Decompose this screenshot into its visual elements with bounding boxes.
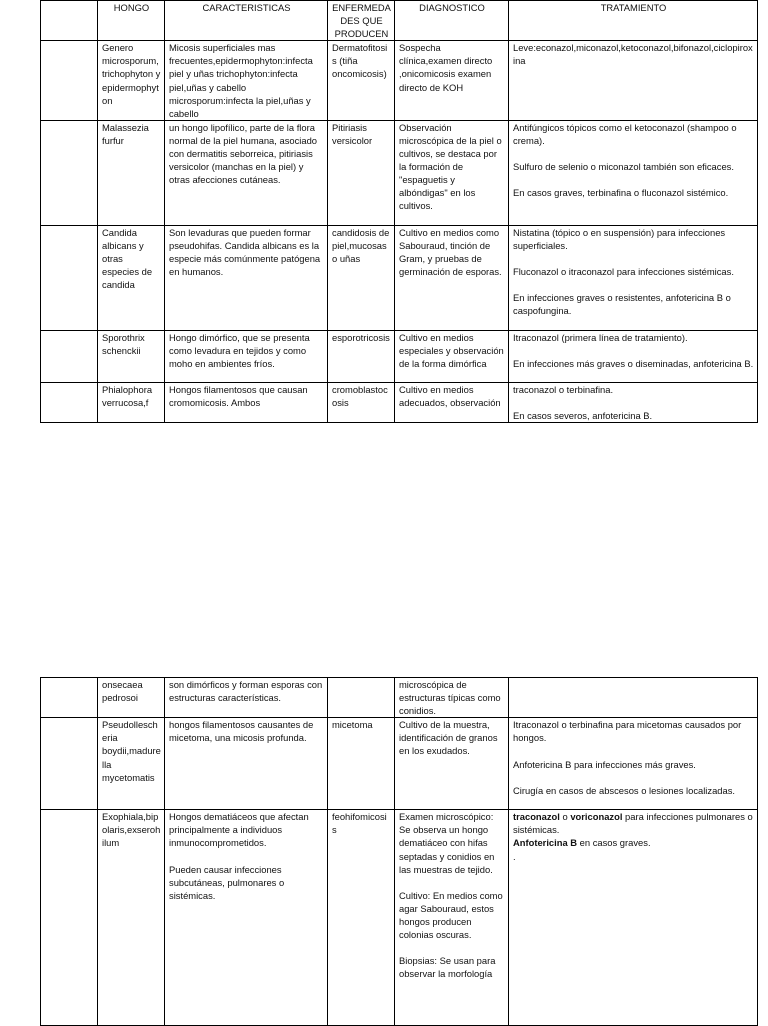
row-index-cell xyxy=(41,120,98,225)
drug-voriconazol: voriconazol xyxy=(570,811,623,823)
caracteristicas-cell: Son levaduras que pueden formar pseudohifas. Candida albicans es la especie más comúnmente patógena en humanos. xyxy=(165,225,328,330)
hongo-cell: Exophiala,bipolaris,exserohilum xyxy=(98,810,165,1026)
row-index-cell xyxy=(41,330,98,382)
enfermedades-cell: candidosis de piel,mucosas o uñas xyxy=(328,225,395,330)
enfermedades-cell: esporotricosis xyxy=(328,330,395,382)
enfermedades-cell: micetoma xyxy=(328,718,395,810)
table-row xyxy=(41,382,758,422)
caracteristicas-cell: son dimórficos y forman esporas con estructuras características. xyxy=(165,678,328,718)
caracteristicas-cell: Hongos dematiáceos que afectan principalmente a individuos inmunocomprometidos. Pueden causar infecciones subcutáneas, pulmonares o sistémicas. xyxy=(165,810,328,1026)
diagnostico-cell: microscópica de estructuras típicas como conidios. xyxy=(395,678,509,718)
diagnostico-cell: Cultivo en medios adecuados, observación xyxy=(395,382,509,422)
enfermedades-cell xyxy=(328,678,395,718)
header-blank xyxy=(41,1,98,41)
tratamiento-cell: traconazol o terbinafina. En casos severos, anfotericina B. xyxy=(509,382,758,422)
hongo-cell: Sporothrix schenckii xyxy=(98,330,165,382)
connector-text: o xyxy=(559,811,571,823)
diagnostico-cell: Observación microscópica de la piel o cultivos, se destaca por la formación de "espaguetis y albóndigas" en los cultivos. xyxy=(395,120,509,225)
indication-text: en casos graves. xyxy=(577,837,651,849)
tratamiento-cell xyxy=(509,678,758,718)
table-row xyxy=(41,718,758,810)
header-enfermedades: ENFERMEDADES QUE PRODUCEN xyxy=(328,1,395,41)
trailing-dot: . xyxy=(513,850,516,862)
header-tratamiento: TRATAMIENTO xyxy=(509,1,758,41)
row-index-cell xyxy=(41,382,98,422)
row-index-cell xyxy=(41,41,98,121)
header-hongo: HONGO xyxy=(98,1,165,41)
diagnostico-cell: Examen microscópico: Se observa un hongo dematiáceo con hifas septadas y conidios en las muestras de tejido. Cultivo: En medios como agar Sabouraud, estos hongos producen colonias oscuras. Biopsias: Se usan para observar la morfología xyxy=(395,810,509,1026)
table-row xyxy=(41,225,758,330)
row-index-cell xyxy=(41,810,98,1026)
enfermedades-cell: Dermatofitosis (tiña oncomicosis) xyxy=(328,41,395,121)
hongo-cell: Candida albicans y otras especies de candida xyxy=(98,225,165,330)
caracteristicas-cell: un hongo lipofílico, parte de la flora normal de la piel humana, asociado con dermatitis seborreica, pitiriasis versicolor (manchas en la piel) y otras afecciones cutáneas. xyxy=(165,120,328,225)
diagnostico-cell: Sospecha clínica,examen directo ,onicomicosis examen directo de KOH xyxy=(395,41,509,121)
table-row xyxy=(41,810,758,1026)
table-row xyxy=(41,120,758,225)
tratamiento-cell: Itraconazol o terbinafina para micetomas causados por hongos. Anfotericina B para infecciones más graves. Cirugía en casos de abscesos o lesiones localizadas. xyxy=(509,718,758,810)
treatment-table-page-2 xyxy=(40,677,758,1026)
diagnostico-cell: Cultivo en medios especiales y observación de la forma dimórfica xyxy=(395,330,509,382)
caracteristicas-cell: Micosis superficiales mas frecuentes,epidermophyton:infecta piel y uñas trichophyton:infecta piel,uñas y cabello microsporum:infecta la piel,uñas y cabello xyxy=(165,41,328,121)
row-index-cell xyxy=(41,225,98,330)
caracteristicas-cell: hongos filamentosos causantes de micetoma, una micosis profunda. xyxy=(165,718,328,810)
tratamiento-cell: Antifúngicos tópicos como el ketoconazol (shampoo o crema). Sulfuro de selenio o miconazol también son eficaces. En casos graves, terbinafina o fluconazol sistémico. xyxy=(509,120,758,225)
tratamiento-cell: Leve:econazol,miconazol,ketoconazol,bifonazol,ciclopiroxina xyxy=(509,41,758,121)
drug-itraconazol: traconazol xyxy=(513,811,560,823)
enfermedades-cell: feohifomicosis xyxy=(328,810,395,1026)
hongo-cell: Malassezia furfur xyxy=(98,120,165,225)
diagnostico-cell: Cultivo de la muestra, identificación de granos en los exudados. xyxy=(395,718,509,810)
tratamiento-cell: Nistatina (tópico o en suspensión) para infecciones superficiales. Fluconazol o itraconazol para infecciones sistémicas. En infecciones graves o resistentes, anfotericina B o caspofungina. xyxy=(509,225,758,330)
header-caracteristicas: CARACTERISTICAS xyxy=(165,1,328,41)
header-diagnostico: DIAGNOSTICO xyxy=(395,1,509,41)
table-row xyxy=(41,330,758,382)
hongo-cell: Phialophora verrucosa,f xyxy=(98,382,165,422)
caracteristicas-cell: Hongos filamentosos que causan cromomicosis. Ambos xyxy=(165,382,328,422)
diagnostico-cell: Cultivo en medios como Sabouraud, tinción de Gram, y pruebas de germinación de esporas. xyxy=(395,225,509,330)
row-index-cell xyxy=(41,678,98,718)
enfermedades-cell: cromoblastocosis xyxy=(328,382,395,422)
drug-anfotericina: Anfotericina B xyxy=(513,837,578,849)
hongo-cell: onsecaea pedrosoi xyxy=(98,678,165,718)
table-row xyxy=(41,41,758,121)
hongo-cell: Genero microsporum,trichophyton y epidermophyton xyxy=(98,41,165,121)
tratamiento-cell: Itraconazol (primera línea de tratamiento). En infecciones más graves o diseminadas, anfotericina B. xyxy=(509,330,758,382)
indication-text: para infecciones pulmonares o sistémicas. xyxy=(513,811,753,836)
row-index-cell xyxy=(41,718,98,810)
enfermedades-cell: Pitiriasis versicolor xyxy=(328,120,395,225)
tratamiento-cell xyxy=(509,810,758,1026)
caracteristicas-cell: Hongo dimórfico, que se presenta como levadura en tejidos y como moho en ambientes fríos. xyxy=(165,330,328,382)
hongo-cell: Pseudollescheria boydii,madurella mycetomatis xyxy=(98,718,165,810)
table-header-row xyxy=(41,1,758,41)
table-row xyxy=(41,678,758,718)
treatment-table-page-1 xyxy=(40,0,758,423)
